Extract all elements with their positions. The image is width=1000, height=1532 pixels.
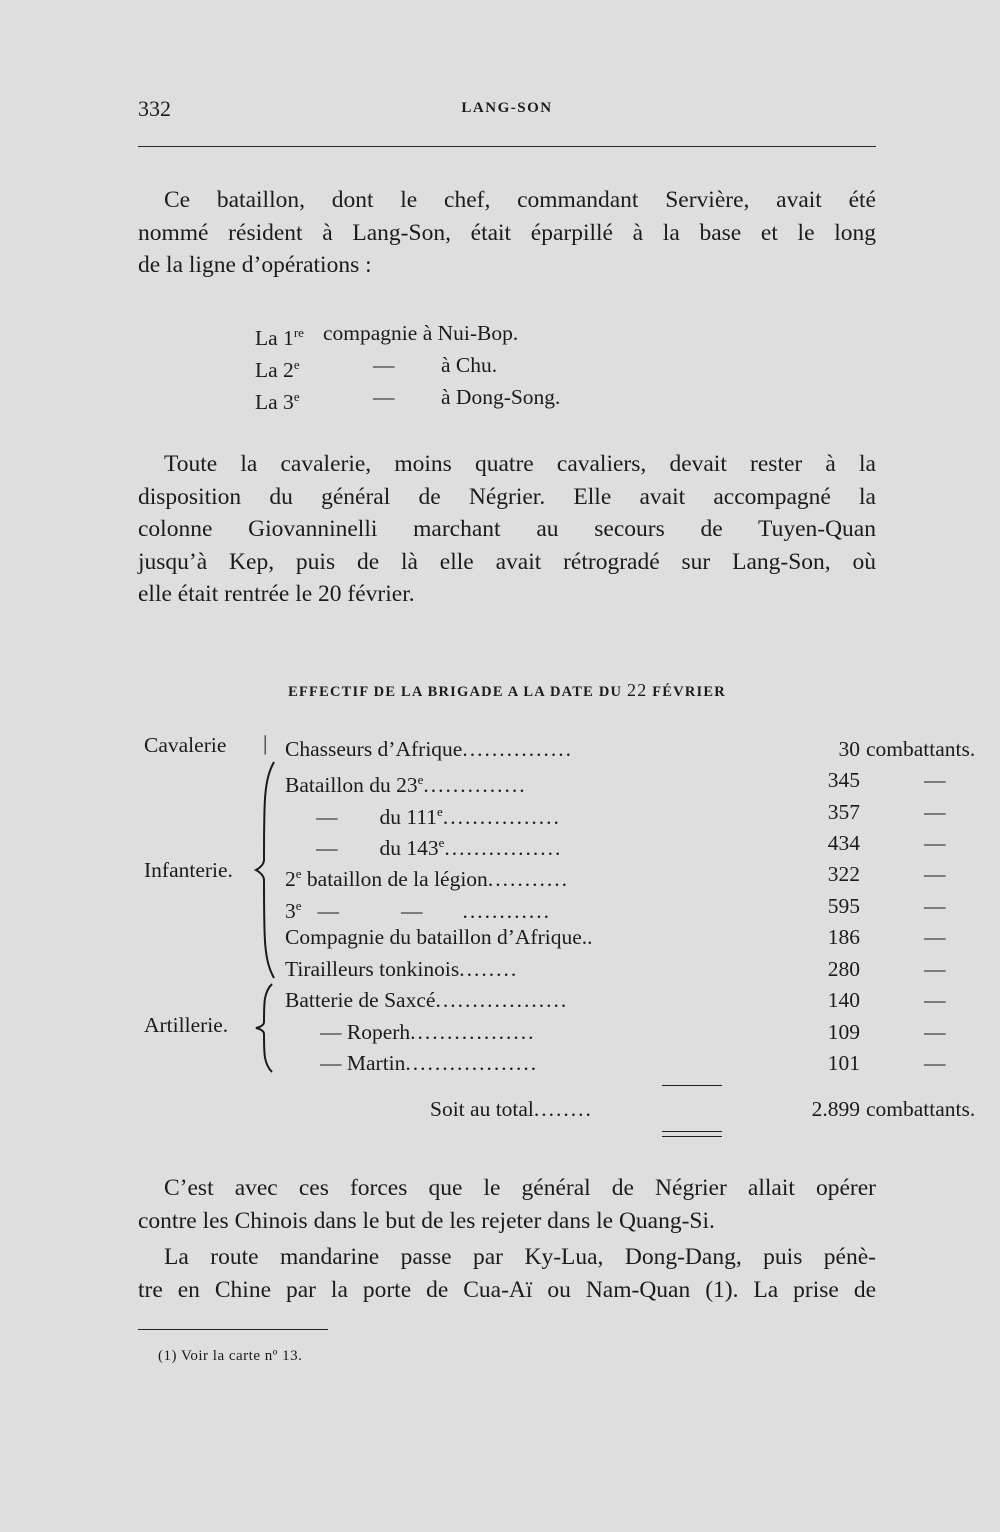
header-rule	[138, 146, 876, 147]
table-row	[138, 827, 946, 861]
suffix: combattants.	[866, 737, 976, 761]
leader-dots: ................	[444, 836, 563, 861]
total-row	[138, 1093, 976, 1125]
unit-text: — Roperh	[320, 1020, 411, 1044]
leader-dots: ........	[459, 957, 519, 981]
text-line: La route mandarine passe par Ky-Lua, Dong-Dang, puis pénè-	[164, 1244, 876, 1270]
text-line: disposition du général de Négrier. Elle avait accompagné la	[138, 483, 876, 510]
suffix: —	[924, 1020, 946, 1044]
leader-dots: ............	[462, 899, 552, 924]
total-rule-top	[662, 1085, 722, 1086]
company-3-dash: —	[373, 385, 395, 409]
arm-cavalerie: Cavalerie	[144, 733, 227, 757]
total-label-text: Soit au total	[430, 1097, 534, 1121]
unit-label: — du 143e................	[316, 835, 563, 861]
value: 109	[827, 1020, 860, 1044]
table-title-prefix: EFFECTIF DE LA BRIGADE A LA DATE DU	[288, 684, 623, 700]
running-title: LANG-SON	[461, 100, 553, 116]
cavalerie-bar: |	[263, 731, 268, 755]
unit-label: Bataillon du 23e..............	[285, 772, 527, 798]
table-row	[138, 764, 946, 798]
text-line: C’est avec ces forces que le général de Négrier allait opérer	[164, 1175, 876, 1201]
table-row	[138, 858, 946, 892]
text-line: de la ligne d’opérations :	[138, 252, 372, 279]
page-header	[138, 96, 876, 126]
unit-label	[320, 1047, 538, 1079]
page-number: 332	[138, 96, 171, 121]
table-title-day: 22	[627, 680, 648, 700]
arm-artillerie: Artillerie.	[144, 1013, 229, 1037]
unit-label	[285, 733, 573, 765]
value: 595	[827, 894, 860, 918]
value: 322	[827, 862, 860, 886]
unit-label	[320, 1016, 536, 1048]
company-3-place: à Dong-Song.	[441, 385, 561, 409]
unit-label	[285, 953, 518, 985]
table-row	[138, 796, 946, 830]
total-double-rule-2	[662, 1136, 722, 1137]
text-line: jusqu’à Kep, puis de là elle avait rétrogradé sur Lang-Son, où	[138, 548, 876, 575]
unit-label: 2e bataillon de la légion...........	[285, 866, 569, 892]
company-2-place: à Chu.	[441, 353, 498, 377]
leader-dots: ................	[442, 805, 561, 830]
total-double-rule-1	[662, 1131, 722, 1132]
table-row	[138, 890, 946, 924]
value: 434	[827, 831, 860, 855]
leader-dots: ...............	[462, 737, 573, 761]
total-suffix: combattants.	[866, 1097, 976, 1121]
text-line: nommé résident à Lang-Son, était éparpillé à la base et le long	[138, 219, 876, 246]
suffix: —	[924, 988, 946, 1012]
text-line: tre en Chine par la porte de Cua-Aï ou Nam-Quan (1). La prise de	[138, 1276, 876, 1303]
table-row	[138, 921, 946, 953]
table-row	[138, 953, 946, 985]
text-line: Toute la cavalerie, moins quatre cavaliers, devait rester à la	[164, 451, 876, 477]
value: 101	[827, 1051, 860, 1075]
value: 30	[838, 737, 860, 761]
value: 186	[827, 925, 860, 949]
paragraph-3	[138, 1172, 876, 1237]
table-row	[138, 1016, 946, 1048]
suffix: —	[924, 957, 946, 981]
leader-dots: ..............	[423, 773, 527, 798]
unit-text: Batterie de Saxcé	[285, 988, 436, 1012]
company-1-label: La 1re	[255, 325, 304, 351]
suffix: —	[924, 800, 946, 824]
paragraph-1	[138, 184, 876, 282]
unit-text: Chasseurs d’Afrique	[285, 737, 463, 761]
leader-dots: ..................	[435, 988, 569, 1012]
leader-dots: ........	[533, 1097, 593, 1121]
paragraph-4	[138, 1241, 876, 1306]
company-2-dash: —	[373, 353, 395, 377]
unit-label: 3e — — ............	[285, 898, 552, 924]
leader-dots: ...........	[487, 867, 569, 892]
arm-infanterie: Infanterie.	[144, 858, 233, 882]
leader-dots: ..................	[405, 1051, 539, 1075]
unit-label	[285, 984, 568, 1016]
text-line: Ce bataillon, dont le chef, commandant Servière, avait été	[164, 187, 876, 213]
text-line: elle était rentrée le 20 février.	[138, 581, 415, 608]
suffix: —	[924, 1051, 946, 1075]
company-3-label: La 3e	[255, 389, 300, 415]
unit-label: — du 111e................	[316, 804, 561, 830]
total-value: 2.899	[811, 1097, 860, 1121]
company-2-label: La 2e	[255, 357, 300, 383]
company-1-place: compagnie à Nui-Bop.	[323, 321, 519, 345]
footnote: (1) Voir la carte nº 13.	[158, 1348, 303, 1364]
suffix: —	[924, 768, 946, 792]
value: 140	[827, 988, 860, 1012]
unit-text: Tirailleurs tonkinois	[285, 957, 460, 981]
table-row	[138, 1047, 946, 1079]
value: 345	[827, 768, 860, 792]
suffix: —	[924, 862, 946, 886]
suffix: —	[924, 894, 946, 918]
suffix: —	[924, 831, 946, 855]
table-row	[138, 733, 976, 765]
table-title-month: FÉVRIER	[652, 684, 726, 700]
text-line: contre les Chinois dans le but de les rejeter dans le Quang-Si.	[138, 1207, 715, 1234]
paragraph-2	[138, 448, 876, 611]
leader-dots: .................	[410, 1020, 536, 1044]
text-line: colonne Giovanninelli marchant au secours de Tuyen-Quan	[138, 516, 876, 543]
suffix: —	[924, 925, 946, 949]
unit-label: Compagnie du bataillon d’Afrique..	[285, 925, 593, 949]
footnote-rule	[138, 1329, 328, 1330]
value: 357	[827, 800, 860, 824]
table-row	[138, 984, 946, 1016]
total-label	[430, 1093, 593, 1125]
table-title	[138, 680, 876, 701]
value: 280	[827, 957, 860, 981]
unit-text: — Martin	[320, 1051, 406, 1075]
